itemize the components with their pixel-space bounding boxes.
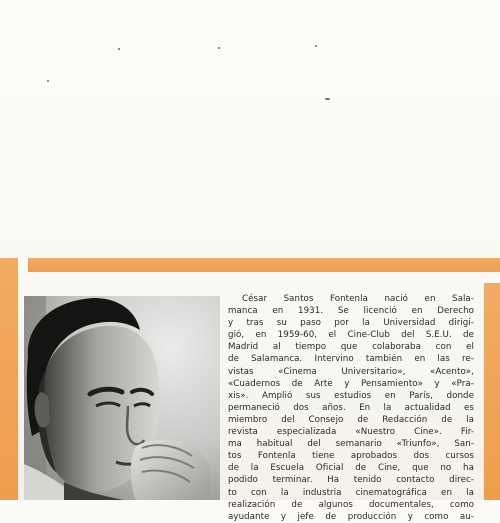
bio-line: realización de algunos documentales, como (228, 499, 474, 510)
bio-line: to con la industria cinematográfica en la (228, 487, 474, 498)
bio-line: podido terminar. Ha tenido contacto direc- (228, 475, 474, 486)
bio-line: vistas «Cinema Universitario», «Acento», (228, 366, 474, 377)
bio-line: miembro del Consejo de Redacción de la (228, 414, 474, 425)
author-biography (228, 293, 474, 523)
speck-mark (218, 47, 220, 49)
speck-mark (118, 48, 120, 50)
bio-line: permaneció dos años. En la actualidad es (228, 402, 474, 413)
speck-mark (315, 45, 317, 47)
bio-line: ma habitual del semanario «Triunfo», San- (228, 439, 474, 450)
bio-line: gió, en 1959-60, el Cine-Club del S.E.U. de (228, 330, 474, 341)
bio-line: y tras su paso por la Universidad dirigi- (228, 318, 474, 329)
bio-line: César Santos Fontenla nació en Sala- (242, 294, 474, 304)
orange-top-strip (0, 258, 500, 272)
bio-line: manca en 1931. Se licenció en Derecho (228, 306, 474, 317)
bio-line: «Cuadernos de Arte y Pensamiento» y «Pra- (228, 378, 474, 389)
orange-left-strip (0, 258, 18, 500)
author-portrait-photo (24, 296, 220, 500)
bio-line: de la Escuela Oficial de Cine, que no ha (228, 463, 474, 474)
bio-line: Madrid al tiempo que colaboraba con el (228, 342, 474, 353)
orange-right-strip (484, 283, 500, 500)
bio-line: xis». Amplió sus estudios en París, donde (228, 390, 474, 401)
strip-gap (18, 258, 28, 272)
bio-line: de Salamanca. Intervino también en las re- (228, 354, 474, 365)
bio-line: ayudante y jefe de producción y como au- (228, 511, 474, 522)
speck-mark (47, 80, 49, 82)
bio-line: revista especializada «Nuestro Cine». Fir- (228, 427, 474, 438)
portrait-illustration (24, 296, 220, 500)
bio-line: tos Fontenla tiene aprobados dos cursos (228, 451, 474, 462)
speck-mark (325, 98, 330, 100)
